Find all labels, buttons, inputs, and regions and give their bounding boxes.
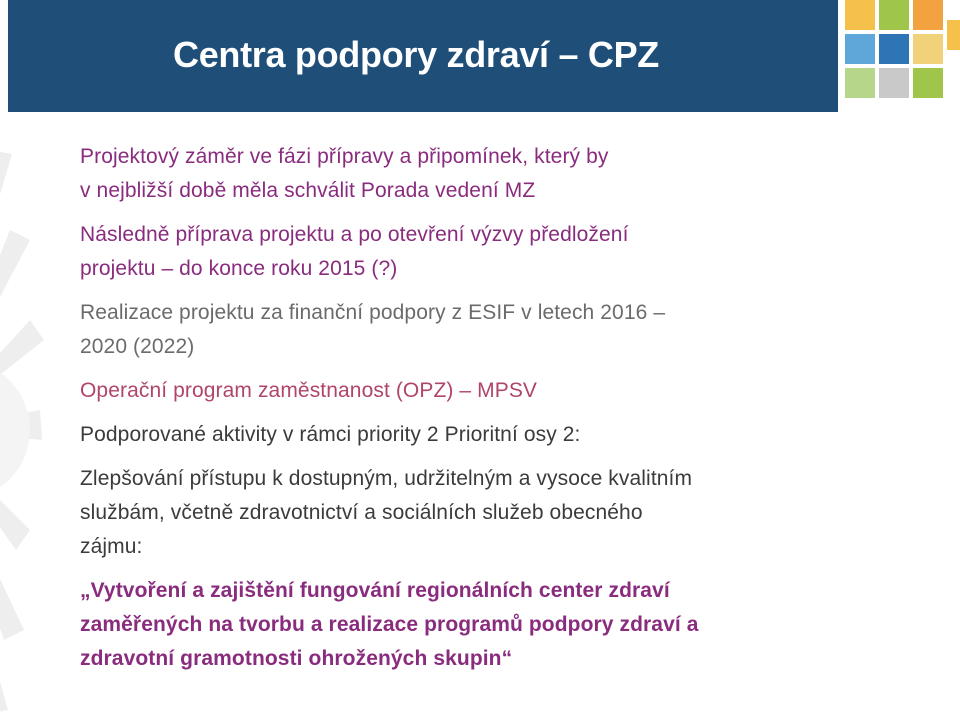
paragraph-3 <box>80 296 930 364</box>
text-line: „Vytvoření a zajištění fungování regionálních center zdraví <box>80 579 670 602</box>
sun-rays-icon <box>0 140 58 716</box>
text-line: v nejbližší době měla schválit Porada vedení MZ <box>80 179 536 202</box>
text-line: zdravotní gramotnosti ohrožených skupin“ <box>80 647 513 670</box>
paragraph-7 <box>80 574 930 676</box>
text-line: službám, včetně zdravotnictví a sociálních služeb obecného <box>80 501 643 524</box>
text-line: Realizace projektu za finanční podpory z ESIF v letech 2016 – <box>80 301 666 324</box>
text-line: zaměřených na tvorbu a realizace programů podpory zdraví a <box>80 613 699 636</box>
paragraph-2 <box>80 218 930 286</box>
text-line: Operační program zaměstnanost (OPZ) – MPSV <box>80 379 538 402</box>
text-line: Podporované aktivity v rámci priority 2 Prioritní osy 2: <box>80 423 581 446</box>
title-bar <box>8 0 838 112</box>
text-line: projektu – do konce roku 2015 (?) <box>80 257 398 280</box>
corner-squares-icon <box>845 0 960 112</box>
text-line: Následně příprava projektu a po otevření výzvy předložení <box>80 223 629 246</box>
text-line: Projektový záměr ve fázi přípravy a připomínek, který by <box>80 145 609 168</box>
paragraph-5 <box>80 418 930 452</box>
text-line: zájmu: <box>80 535 143 558</box>
paragraph-6 <box>80 462 930 564</box>
text-line: 2020 (2022) <box>80 335 195 358</box>
text-line: Zlepšování přístupu k dostupným, udržitelným a vysoce kvalitním <box>80 467 693 490</box>
paragraph-1 <box>80 140 930 208</box>
paragraph-4 <box>80 374 930 408</box>
content <box>80 140 930 676</box>
page-title: Centra podpory zdraví – CPZ <box>173 34 659 75</box>
